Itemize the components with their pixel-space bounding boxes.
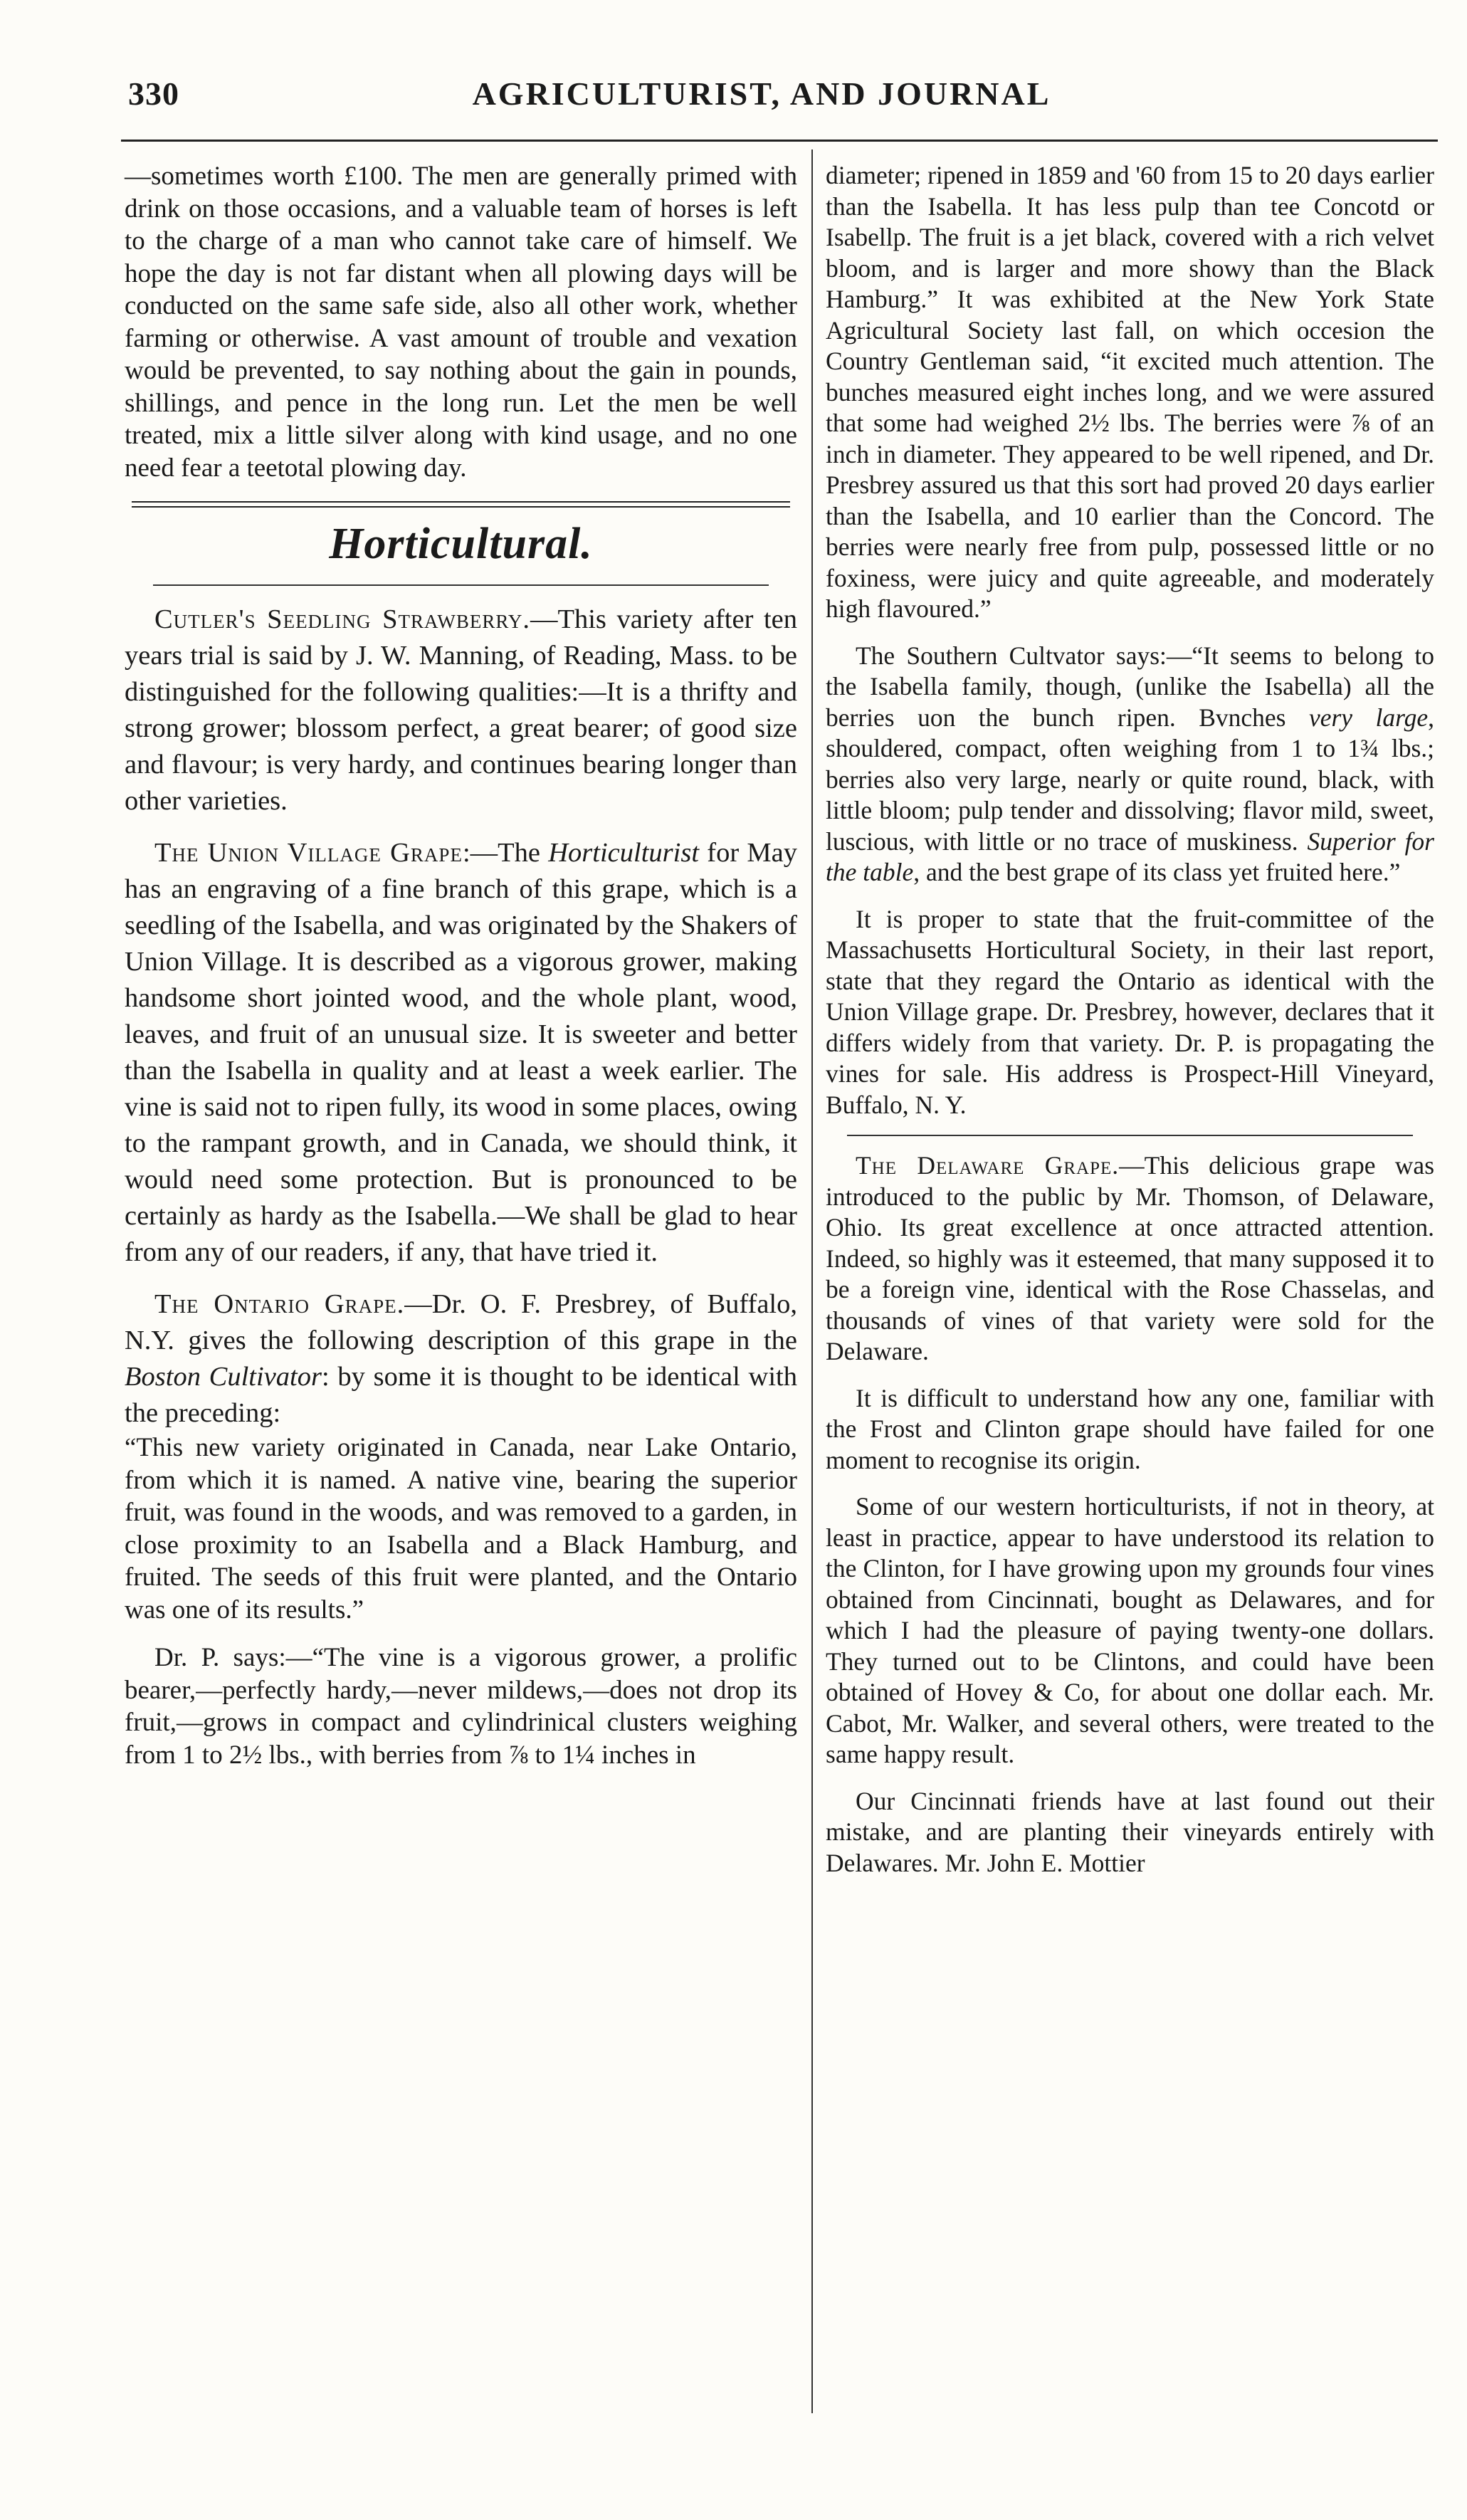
- southern-italic-a: very large: [1308, 703, 1429, 732]
- delaware-text: —This delicious grape was introduced to the public by Mr. Thomson, of Delaware, Ohio. Its great excellence at once attracted attention. Indeed, so highly was it esteemed, that many supposed it to be a foreign vine, identical with the Rose Chasselas, and thousands of vines of that variety were sold for the Delaware.: [826, 1151, 1435, 1365]
- dr-p-paragraph: Dr. P. says:—“The vine is a vigorous grower, a prolific bearer,—perfectly hardy,—never mildews,—does not drop its fruit,—grows in compact and cylindrinical clusters weighing from 1 to 2½ lbs., with berries from ⅞ to 1¼ inches in: [125, 1643, 797, 1770]
- southern-text-a: The Southern Cultvator says:—“It seems to belong to the Isabella family, though, (unlike the Isabella) all the berries uon the bunch ripen. Bvnches: [826, 641, 1434, 732]
- proper-paragraph: It is proper to state that the fruit-committee of the Massachusetts Horticultural Society, in their last report, state that they regard the Ontario as identical with the Union Village grape. Dr. Presbrey, however, declares that it differs widely from that variety. Dr. P. is propagating the vines for sale. His address is Prospect-Hill Vineyard, Buffalo, N. Y.: [826, 904, 1434, 1119]
- page-header: [121, 68, 1402, 132]
- cutler-strawberry-paragraph: [125, 602, 797, 819]
- page-number: 330: [128, 75, 179, 112]
- cutler-text: —This variety after ten years trial is said by J. W. Manning, of Reading, Mass. to be distinguished for the following qualities:—It is a thrifty and strong grower; blossom perfect, a great bearer; of good size and flavour; is very hardy, and continues bearing longer than other varieties.: [125, 604, 797, 816]
- running-title: AGRICULTURIST, AND JOURNAL: [472, 75, 1051, 112]
- delaware-paragraph: [826, 1150, 1434, 1367]
- left-column: [125, 160, 797, 1771]
- ontario-text-a: —Dr. O. F. Presbrey, of Buffalo, N.Y. gives the following description of this grape in the: [125, 1289, 797, 1355]
- southern-italic-b: Superior for the table: [826, 826, 1434, 886]
- cutler-title: Cutler's Seedling Strawberry.: [154, 604, 530, 634]
- ontario-italic: Boston Cultivator: [125, 1362, 322, 1392]
- wide-text-block: [125, 602, 797, 1432]
- column-divider: [811, 149, 813, 2413]
- intro-paragraph: —sometimes worth £100. The men are generally primed with drink on those occasions, and a valuable team of horses is left to the charge of a man who cannot take care of himself. We hope the day is not far distant when all plowing days will be conducted on the same safe side, also all other work, whether farming or otherwise. A vast amount of trouble and vexation would be prevented, to say nothing about the gain in pounds, shillings, and pence in the long run. Let the men be well treated, mix a little silver along with kind usage, and no one need fear a teetotal plowing day.: [125, 162, 797, 483]
- western-paragraph: Some of our western horticulturists, if not in theory, at least in practice, appear to have understood its relation to the Clinton, for I have growing upon my grounds four vines obtained from Cincinnati, bought as Delawares, and for which I had the pleasure of paying twenty-one dollars. They turned out to be Clintons, and could have been obtained of Hovey & Co, for about one dollar each. Mr. Cabot, Mr. Walker, and several others, were treated to the same happy result.: [826, 1492, 1434, 1768]
- continued-paragraph: diameter; ripened in 1859 and '60 from 15 to 20 days earlier than the Isabella. It has less pulp than tee Concotd or Isabellp. The fruit is a jet black, covered with a rich velvet bloom, and is larger and more showy than the Black Hamburg.” It was exhibited at the New York State Agricultural Society last fall, on which occesion the Country Gentleman said, “it excited much attention. The bunches measured eight inches long, and we were assured that some had weighed 2½ lbs. The berries were ⅞ of an inch in diameter. They appeared to be well ripened, and Dr. Presbrey assured us that this sort had proved 20 days earlier than the Isabella, and 10 earlier than the Concord. The berries were nearly free from pulp, possessed little or no foxiness, were juicy and quite agreeable, and moderately high flavoured.”: [826, 161, 1434, 623]
- article-separator: [847, 1135, 1413, 1136]
- delaware-title: The Delaware Grape.: [856, 1151, 1120, 1180]
- section-rule: [125, 501, 797, 508]
- ontario-quote: “This new variety originated in Canada, near Lake Ontario, from which it is named. A native vine, bearing the superior fruit, was found in the woods, and was removed to a garden, in close proximity to an Isabella and a Black Hamburg, and fruited. The seeds of this fruit were planted, and the Ontario was one of its results.”: [125, 1433, 797, 1624]
- cincinnati-paragraph: Our Cincinnati friends have at last found out their mistake, and are planting their vineyards entirely with Delawares. Mr. John E. Mottier: [826, 1786, 1434, 1877]
- heading-rule: [153, 584, 769, 586]
- southern-text-b: , shouldered, compact, often weighing from 1 to 1¾ lbs.; berries also very large, nearly or quite round, black, with little bloom; pulp tender and dissolving; flavor mild, sweet, luscious, with little or no trace of muskiness.: [826, 703, 1434, 856]
- right-column: [826, 160, 1434, 1879]
- union-title: The Union Village Grape: [154, 838, 463, 868]
- section-heading: Horticultural.: [329, 520, 593, 568]
- union-sep: :—The: [462, 838, 549, 868]
- difficult-paragraph: It is difficult to understand how any one, familiar with the Frost and Clinton grape should have failed for one moment to recognise its origin.: [826, 1383, 1434, 1474]
- ontario-title: The Ontario Grape.: [154, 1289, 405, 1319]
- union-village-paragraph: [125, 835, 797, 1271]
- ontario-text-b: : by some it is thought to be identical with the preceding:: [125, 1362, 797, 1428]
- southern-cultivator-paragraph: [826, 641, 1434, 888]
- union-italic: Horticulturist: [548, 838, 700, 868]
- southern-text-c: , and the best grape of its class yet fruited here.”: [913, 858, 1401, 886]
- header-rule: [121, 140, 1438, 142]
- union-text: for May has an engraving of a fine branch of this grape, which is a seedling of the Isabella, and was originated by the Shakers of Union Village. It is described as a vigorous grower, making handsome short jointed wood, and the whole plant, wood, leaves, and fruit of an unusual size. It is sweeter and better than the Isabella in quality and at least a week earlier. The vine is said not to ripen fully, its wood in some places, owing to the rampant growth, and in Canada, we should think, it would need some protection. But is pronounced to be certainly as hardy as the Isabella.—We shall be glad to hear from any of our readers, if any, that have tried it.: [125, 838, 797, 1267]
- ontario-paragraph: [125, 1286, 797, 1432]
